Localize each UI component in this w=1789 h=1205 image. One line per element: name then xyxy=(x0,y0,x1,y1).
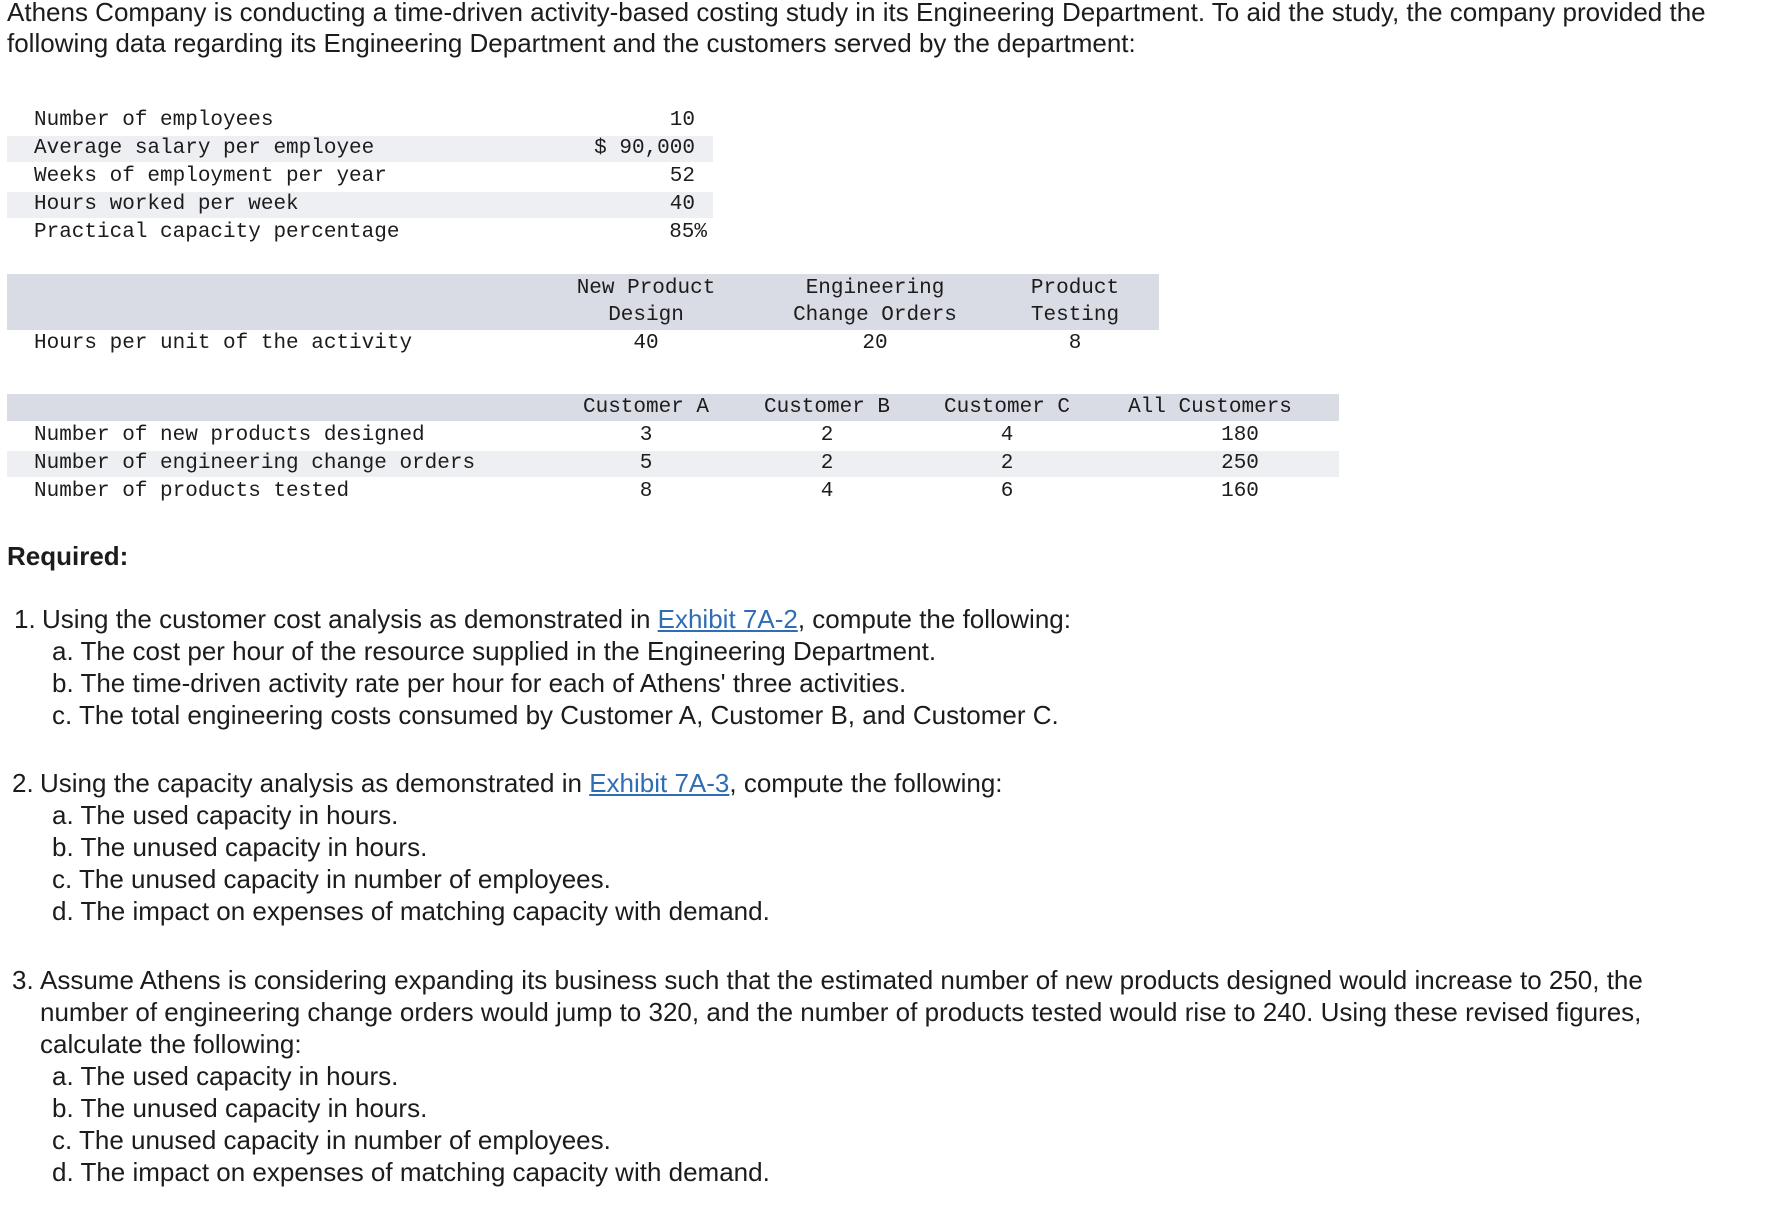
subquestion: c. The unused capacity in number of employees. xyxy=(52,1125,611,1155)
question-text xyxy=(14,603,1714,635)
row-value: 40 xyxy=(669,193,695,216)
row-label: Hours per unit of the activity xyxy=(34,332,413,355)
table-row xyxy=(7,136,713,162)
problem-intro: Athens Company is conducting a time-driven activity-based costing study in its Engineering Department. To aid the study, the company provided the following data regarding its Engineering Department and the customers served by the department: xyxy=(7,0,1706,58)
exhibit-7a-3-link[interactable]: Exhibit 7A-3 xyxy=(589,768,730,798)
row-value: 2 xyxy=(820,424,834,447)
row-value: 4 xyxy=(1000,424,1014,447)
subquestion: b. The unused capacity in hours. xyxy=(52,832,428,862)
row-label: Average salary per employee xyxy=(34,137,375,160)
subquestion: a. The used capacity in hours. xyxy=(52,800,399,830)
row-value: 3 xyxy=(639,424,653,447)
row-label: Hours worked per week xyxy=(34,193,299,216)
row-value: 160 xyxy=(1221,480,1259,503)
row-value: 5 xyxy=(639,452,653,475)
question-2 xyxy=(12,767,1712,927)
required-heading: Required: xyxy=(7,541,129,571)
question-3 xyxy=(12,964,1712,1188)
subquestion: a. The cost per hour of the resource supplied in the Engineering Department. xyxy=(52,636,937,666)
subquestion: c. The unused capacity in number of employees. xyxy=(52,864,611,894)
subquestion: d. The impact on expenses of matching capacity with demand. xyxy=(52,1157,770,1187)
column-header: Customer C xyxy=(943,396,1071,419)
row-value: 8 xyxy=(1068,332,1082,355)
row-value: 20 xyxy=(862,332,888,355)
row-value: 10 xyxy=(669,109,695,132)
row-label: Number of employees xyxy=(34,109,274,132)
table-row xyxy=(7,192,713,218)
table-header xyxy=(7,394,1339,421)
table-row xyxy=(7,479,1339,505)
row-value: 2 xyxy=(820,452,834,475)
row-value: 6 xyxy=(1000,480,1014,503)
subquestion: c. The total engineering costs consumed by Customer A, Customer B, and Customer C. xyxy=(52,700,1059,730)
exhibit-7a-2-link[interactable]: Exhibit 7A-2 xyxy=(657,604,798,634)
table-row xyxy=(7,220,713,246)
column-header: Engineering Change Orders xyxy=(793,277,957,327)
question-text-start: Using the customer cost analysis as demonstrated in xyxy=(42,604,658,634)
column-header: New Product Design xyxy=(576,277,716,327)
row-value: 4 xyxy=(820,480,834,503)
row-value: 40 xyxy=(633,332,659,355)
row-label: Number of new products designed xyxy=(34,424,425,447)
column-header: Customer B xyxy=(763,396,891,419)
row-value: $ 90,000 xyxy=(594,137,695,160)
question-text-end: , compute the following: xyxy=(797,604,1071,634)
question-text-end: , compute the following: xyxy=(729,768,1003,798)
row-label: Weeks of employment per year xyxy=(34,165,387,188)
row-value: 85% xyxy=(669,221,707,244)
subquestion: b. The unused capacity in hours. xyxy=(52,1093,428,1123)
subquestion: d. The impact on expenses of matching capacity with demand. xyxy=(52,896,770,926)
question-number: 1. xyxy=(14,604,36,634)
row-value: 2 xyxy=(1000,452,1014,475)
row-label: Practical capacity percentage xyxy=(34,221,400,244)
question-text: Assume Athens is considering expanding its business such that the estimated number of new products designed would increase to 250, the number of engineering change orders would jump to 320, and the number of products tested would rise to 240. Using these revised figures, calculate the following: xyxy=(40,965,1643,1059)
column-header: Product Testing xyxy=(1030,277,1120,327)
question-text-start: Using the capacity analysis as demonstrated in xyxy=(40,768,590,798)
column-header: Customer A xyxy=(582,396,710,419)
table-header xyxy=(7,274,1159,330)
subquestion: b. The time-driven activity rate per hour for each of Athens' three activities. xyxy=(52,668,907,698)
question-number: 2. xyxy=(12,768,34,798)
row-value: 8 xyxy=(639,480,653,503)
column-header: All Customers xyxy=(1128,396,1292,419)
table-row xyxy=(7,451,1339,477)
row-label: Number of engineering change orders xyxy=(34,452,476,475)
row-value: 250 xyxy=(1221,452,1259,475)
row-value: 180 xyxy=(1221,424,1259,447)
question-number: 3. xyxy=(12,965,34,995)
question-text xyxy=(12,767,1712,799)
table-row xyxy=(7,423,1339,449)
table-row xyxy=(7,108,713,134)
question-1 xyxy=(14,603,1714,731)
table-row xyxy=(7,331,1159,357)
row-label: Number of products tested xyxy=(34,480,350,503)
row-value: 52 xyxy=(669,165,695,188)
table-row xyxy=(7,164,713,190)
subquestion: a. The used capacity in hours. xyxy=(52,1061,399,1091)
